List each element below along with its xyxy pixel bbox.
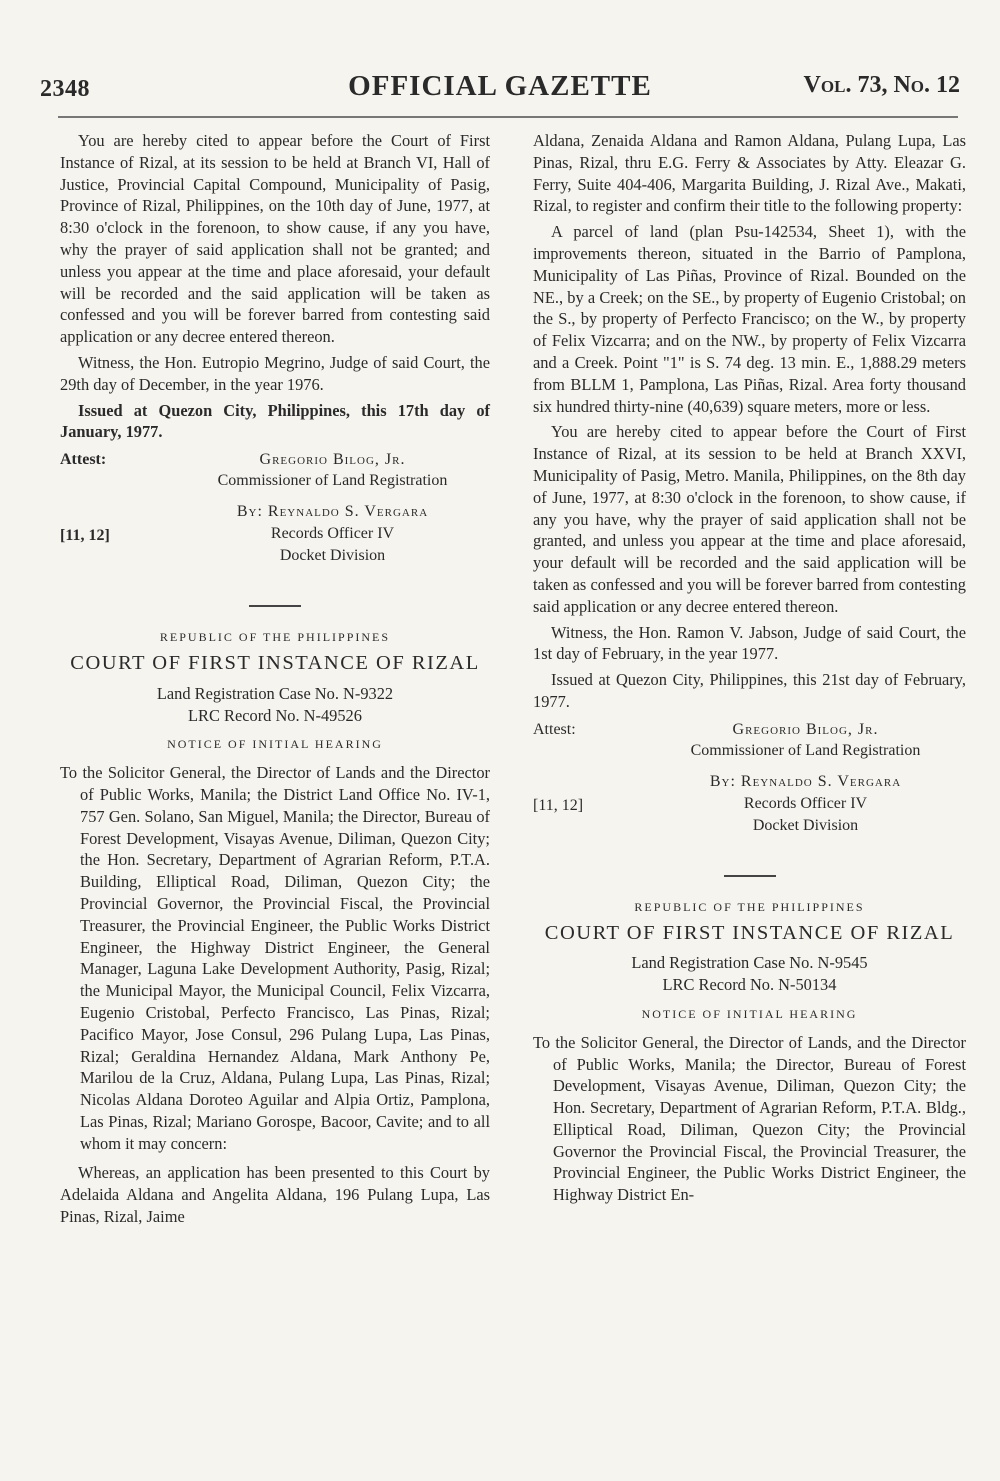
parcel-description: A parcel of land (plan Psu-142534, Sheet 1), with the improvements thereon, situated in the Barrio of Pamplona, Municipality of Las Piñas, Province of Rizal. Bounded on the NE., by a Creek; on the SE., by property of Eugenio Cristobal; on the S., by property of Perfecto Francisco; on the W., by property of Felix Vizcarra; and on the NW., by property of Felix Vizcarra and a Creek. Point "1" is S. 74 deg. 13 min. E., 1,888.29 meters from BLLM 1, Pamplona, Las Piñas, Rizal. Area forty thousand six hundred thirty-nine (40,639) square meters, more or less. [533,222,966,416]
witness-paragraph: Witness, the Hon. Eutropio Megrino, Judge of said Court, the 29th day of December, in the year 1976. [60,352,490,394]
officer-name-2: By: Reynaldo S. Vergara [709,772,902,790]
addressees-paragraph: To the Solicitor General, the Director of Lands and the Director of Public Works, Manila; the District Land Office No. IV-1, 757 Gen. Solano, San Miguel, Manila; the Director, Bureau of Forest Development, Visayas Avenue, Diliman, Quezon City; the Hon. Secretary, Department of Agrarian Reform, P.T.A. Building, Elliptical Road, Diliman, Quezon City; the Provincial Governor, the Provincial Fiscal, the Provincial Treasurer, the Provincial Engineer, the Public Works District Engineer, the Highway District Engineer, the General Manager, Laguna Lake Development Authority, Pasig, Rizal; the Municipal Mayor, the Municipal Council, Felix Vizcarra, Eugenio Cristobal, Perfecto Francisco, Las Pinas, Rizal; Pacifico Mayor, Jose Consul, 296 Pulang Lupa, Las Pinas, Rizal; Geraldina Hernandez Aldana, Mark Anthony Pe, Marilou de la Cruz, Aldana, Pulang Lupa, Las Pinas, Rizal; Nicolas Aldana Doroteo Aguilar and Alpia Ortiz, Pamplona, Las Pinas, Rizal; Mariano Gorospe, Bacoor, Cavite; and to all whom it may concern: [60,763,490,1153]
issued-paragraph-2: Issued at Quezon City, Philippines, this 21st day of February, 1977. [533,670,966,711]
republic-heading: REPUBLIC OF THE PHILIPPINES [159,630,391,645]
addressees-block-2 [533,1032,966,1206]
commissioner-title: Commissioner of Land Registration [217,472,448,490]
addressees-paragraph-2: To the Solicitor General, the Director of Lands, and the Director of Public Works, Manila; the Director, Bureau of Forest Development, Visayas Avenue, Diliman, Quezon City; the Hon. Secretary, Department of Agrarian Reform, P.T.A. Bldg., Elliptical Road, Diliman, Quezon City; the Provincial Governor the Provincial Fiscal, the Provincial Treasurer, the Provincial Engineer, the Public Works District Engineer, the Highway District En- [533,1032,966,1205]
court-heading-2: COURT OF FIRST INSTANCE OF RIZAL [544,921,955,944]
citation-paragraph: You are hereby cited to appear before the Court of First Instance of Rizal, at its session to be held at Branch VI, Hall of Justice, Provincial Capital Compound, Municipality of Pasig, Province of Rizal, Philippines, on the 10th day of June, 1977, at 8:30 o'clock in the forenoon, to show cause, if any you have, why the prayer of said application shall not be granted; and unless you appear at the time and place aforesaid, your default will be recorded and the said application will be taken as confessed and you will be forever barred from contesting said application or any decree entered thereon. [60,131,490,347]
case-number: Land Registration Case No. N-9322 [156,683,394,703]
lrc-record-2: LRC Record No. N-50134 [662,975,837,995]
notice-heading: NOTICE OF INITIAL HEARING [167,737,383,752]
witness-paragraph-2: Witness, the Hon. Ramon V. Jabson, Judge of said Court, the 1st day of February, in the year 1977. [533,622,966,664]
officer-name: By: Reynaldo S. Vergara [236,503,429,521]
issued-paragraph: Issued at Quezon City, Philippines, this 17th day of January, 1977. [60,400,490,442]
section-divider [249,605,301,607]
left-column [60,130,490,1228]
officer-division-2: Docket Division [752,816,859,834]
commissioner-name: Gregorio Bilog, Jr. [259,451,406,469]
lrc-record: LRC Record No. N-49526 [188,705,362,725]
right-column [533,130,966,1206]
officer-division: Docket Division [279,547,386,565]
attest-label: Attest: [60,451,107,469]
court-heading: COURT OF FIRST INSTANCE OF RIZAL [70,651,480,674]
issue-reference-2: [11, 12] [533,796,584,814]
republic-heading-2: REPUBLIC OF THE PHILIPPINES [634,899,865,914]
header-rule [58,116,958,118]
issue-reference: [11, 12] [60,527,110,545]
addressees-block [60,762,490,1154]
officer-title-2: Records Officer IV [743,794,868,812]
officer-title: Records Officer IV [270,525,395,543]
notice-heading-2: NOTICE OF INITIAL HEARING [641,1006,858,1021]
attest-label-2: Attest: [533,720,576,738]
whereas-paragraph: Whereas, an application has been presented to this Court by Adelaida Aldana and Angelita Aldana, 196 Pulang Lupa, Las Pinas, Rizal, Jaime [60,1163,490,1227]
citation-paragraph-2: You are hereby cited to appear before the Court of First Instance of Rizal, at its session to be held at Branch XXVI, Municipality of Pasig, Metro. Manila, Philippines, on the 8th day of June, 1977, at 8:30 o'clock in the forenoon, to show cause, if any you have, why the prayer of said application shall not be granted, and unless you appear at the time and place aforesaid, your default will be recorded and the said application will be taken as confessed and you will be forever barred from contesting said application or any decree entered thereon. [533,422,966,616]
attest-block-2 [533,719,966,845]
publication-title: OFFICIAL GAZETTE [348,70,652,102]
section-divider-2 [724,875,776,877]
volume-issue: Vol. 73, No. 12 [803,72,960,98]
page-header [40,64,960,104]
applicants-paragraph: Aldana, Zenaida Aldana and Ramon Aldana, Pulang Lupa, Las Pinas, Rizal, thru E.G. Ferry & Associates by Atty. Eleazar G. Ferry, Suite 404-406, Margarita Building, J. Rizal Ave., Makati, Rizal, to register and confirm their title to the following property: [533,131,966,216]
commissioner-name-2: Gregorio Bilog, Jr. [732,720,879,738]
case-number-2: Land Registration Case No. N-9545 [631,953,868,973]
commissioner-title-2: Commissioner of Land Registration [690,741,921,759]
attest-block [60,449,490,575]
page-number: 2348 [40,76,90,102]
